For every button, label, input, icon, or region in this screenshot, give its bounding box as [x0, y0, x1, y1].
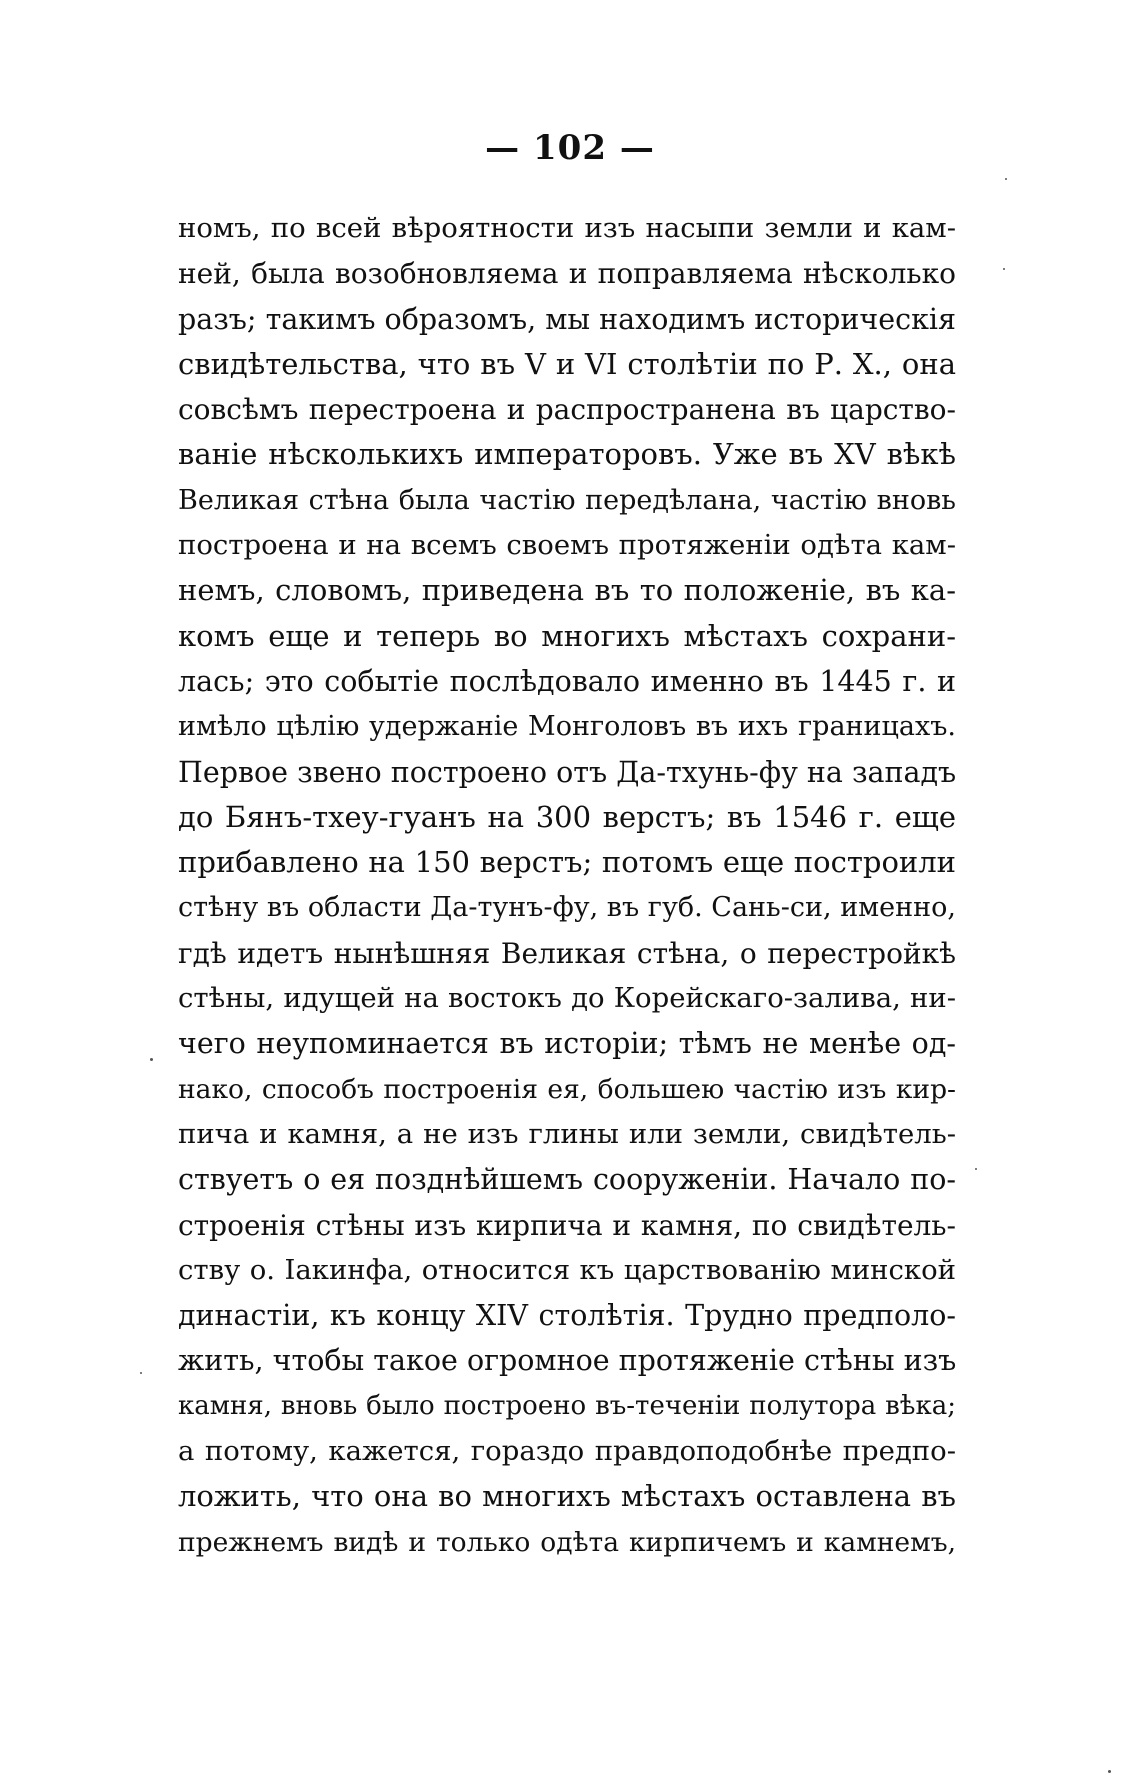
text-line: построена и на всемъ своемъ протяженіи одѣта кам- — [178, 529, 956, 562]
text-line: династіи, къ концу XIV столѣтія. Трудно предполо- — [178, 1299, 956, 1333]
text-line: номъ, по всей вѣроятности изъ насыпи земли и кам- — [178, 212, 956, 244]
text-line: стѣну въ области Да-тунъ-фу, въ губ. Сань-си, именно, — [178, 892, 956, 924]
text-line: разъ; такимъ образомъ, мы находимъ историческія — [178, 302, 956, 336]
scan-speck — [1108, 1770, 1111, 1773]
text-line: до Бянъ-тхеу-гуанъ на 300 верстъ; въ 1546 г. еще — [178, 799, 956, 834]
text-line: гдѣ идетъ нынѣшняя Великая стѣна, о перестройкѣ — [178, 936, 956, 970]
text-line: прибавлено на 150 верстъ; потомъ еще построили — [178, 845, 956, 880]
text-line: ней, была возобновляема и поправляема нѣсколько — [178, 257, 956, 291]
scan-speck — [1005, 178, 1007, 180]
scan-speck — [1003, 268, 1005, 270]
text-line: ству о. Іакинфа, относится къ царствованію минской — [178, 1253, 956, 1286]
text-line: немъ, словомъ, приведена въ то положеніе, въ ка- — [178, 573, 956, 608]
text-line: стѣны, идущей на востокъ до Корейскаго-залива, ни- — [178, 982, 956, 1015]
text-line: жить, чтобы такое огромное протяженіе стѣны изъ — [178, 1344, 956, 1378]
scan-speck — [140, 1372, 142, 1374]
text-line: прежнемъ видѣ и только одѣта кирпичемъ и камнемъ, — [178, 1526, 956, 1558]
text-line: а потому, кажется, гораздо правдоподобнѣе предпо- — [178, 1435, 956, 1468]
body-text — [178, 206, 956, 1565]
text-line: Первое звено построено отъ Да-тхунь-фу на западъ — [178, 755, 956, 789]
text-line: Великая стѣна была частію передѣлана, частію вновь — [178, 484, 956, 516]
scan-speck — [975, 1168, 977, 1170]
text-line: камня, вновь было построено въ-теченіи полутора вѣка; — [178, 1390, 956, 1421]
text-line: строенія стѣны изъ кирпича и камня, по свидѣтель- — [178, 1208, 956, 1242]
text-line: ваніе нѣсколькихъ императоровъ. Уже въ XV вѣкѣ — [178, 437, 956, 472]
text-line: комъ еще и теперь во многихъ мѣстахъ сохрани- — [178, 618, 956, 653]
scan-speck — [150, 1058, 153, 1061]
page-number: — 102 — — [485, 128, 655, 168]
text-line: нако, способъ построенія ея, большею частію изъ кир- — [178, 1073, 956, 1105]
text-line: свидѣтельства, что въ V и VI столѣтіи по Р. X., она — [178, 346, 956, 381]
text-line: совсѣмъ перестроена и распространена въ царство- — [178, 393, 956, 427]
text-line: чего неупоминается въ исторіи; тѣмъ не менѣе од- — [178, 1027, 956, 1061]
text-line: ствуетъ о ея позднѣйшемъ сооруженіи. Начало по- — [178, 1163, 956, 1197]
text-line: пича и камня, а не изъ глины или земли, свидѣтель- — [178, 1117, 956, 1150]
text-line: ложить, что она во многихъ мѣстахъ оставлена въ — [178, 1479, 956, 1514]
text-line: лась; это событіе послѣдовало именно въ 1445 г. и — [178, 664, 956, 698]
text-line: имѣло цѣлію удержаніе Монголовъ въ ихъ границахъ. — [178, 711, 956, 743]
